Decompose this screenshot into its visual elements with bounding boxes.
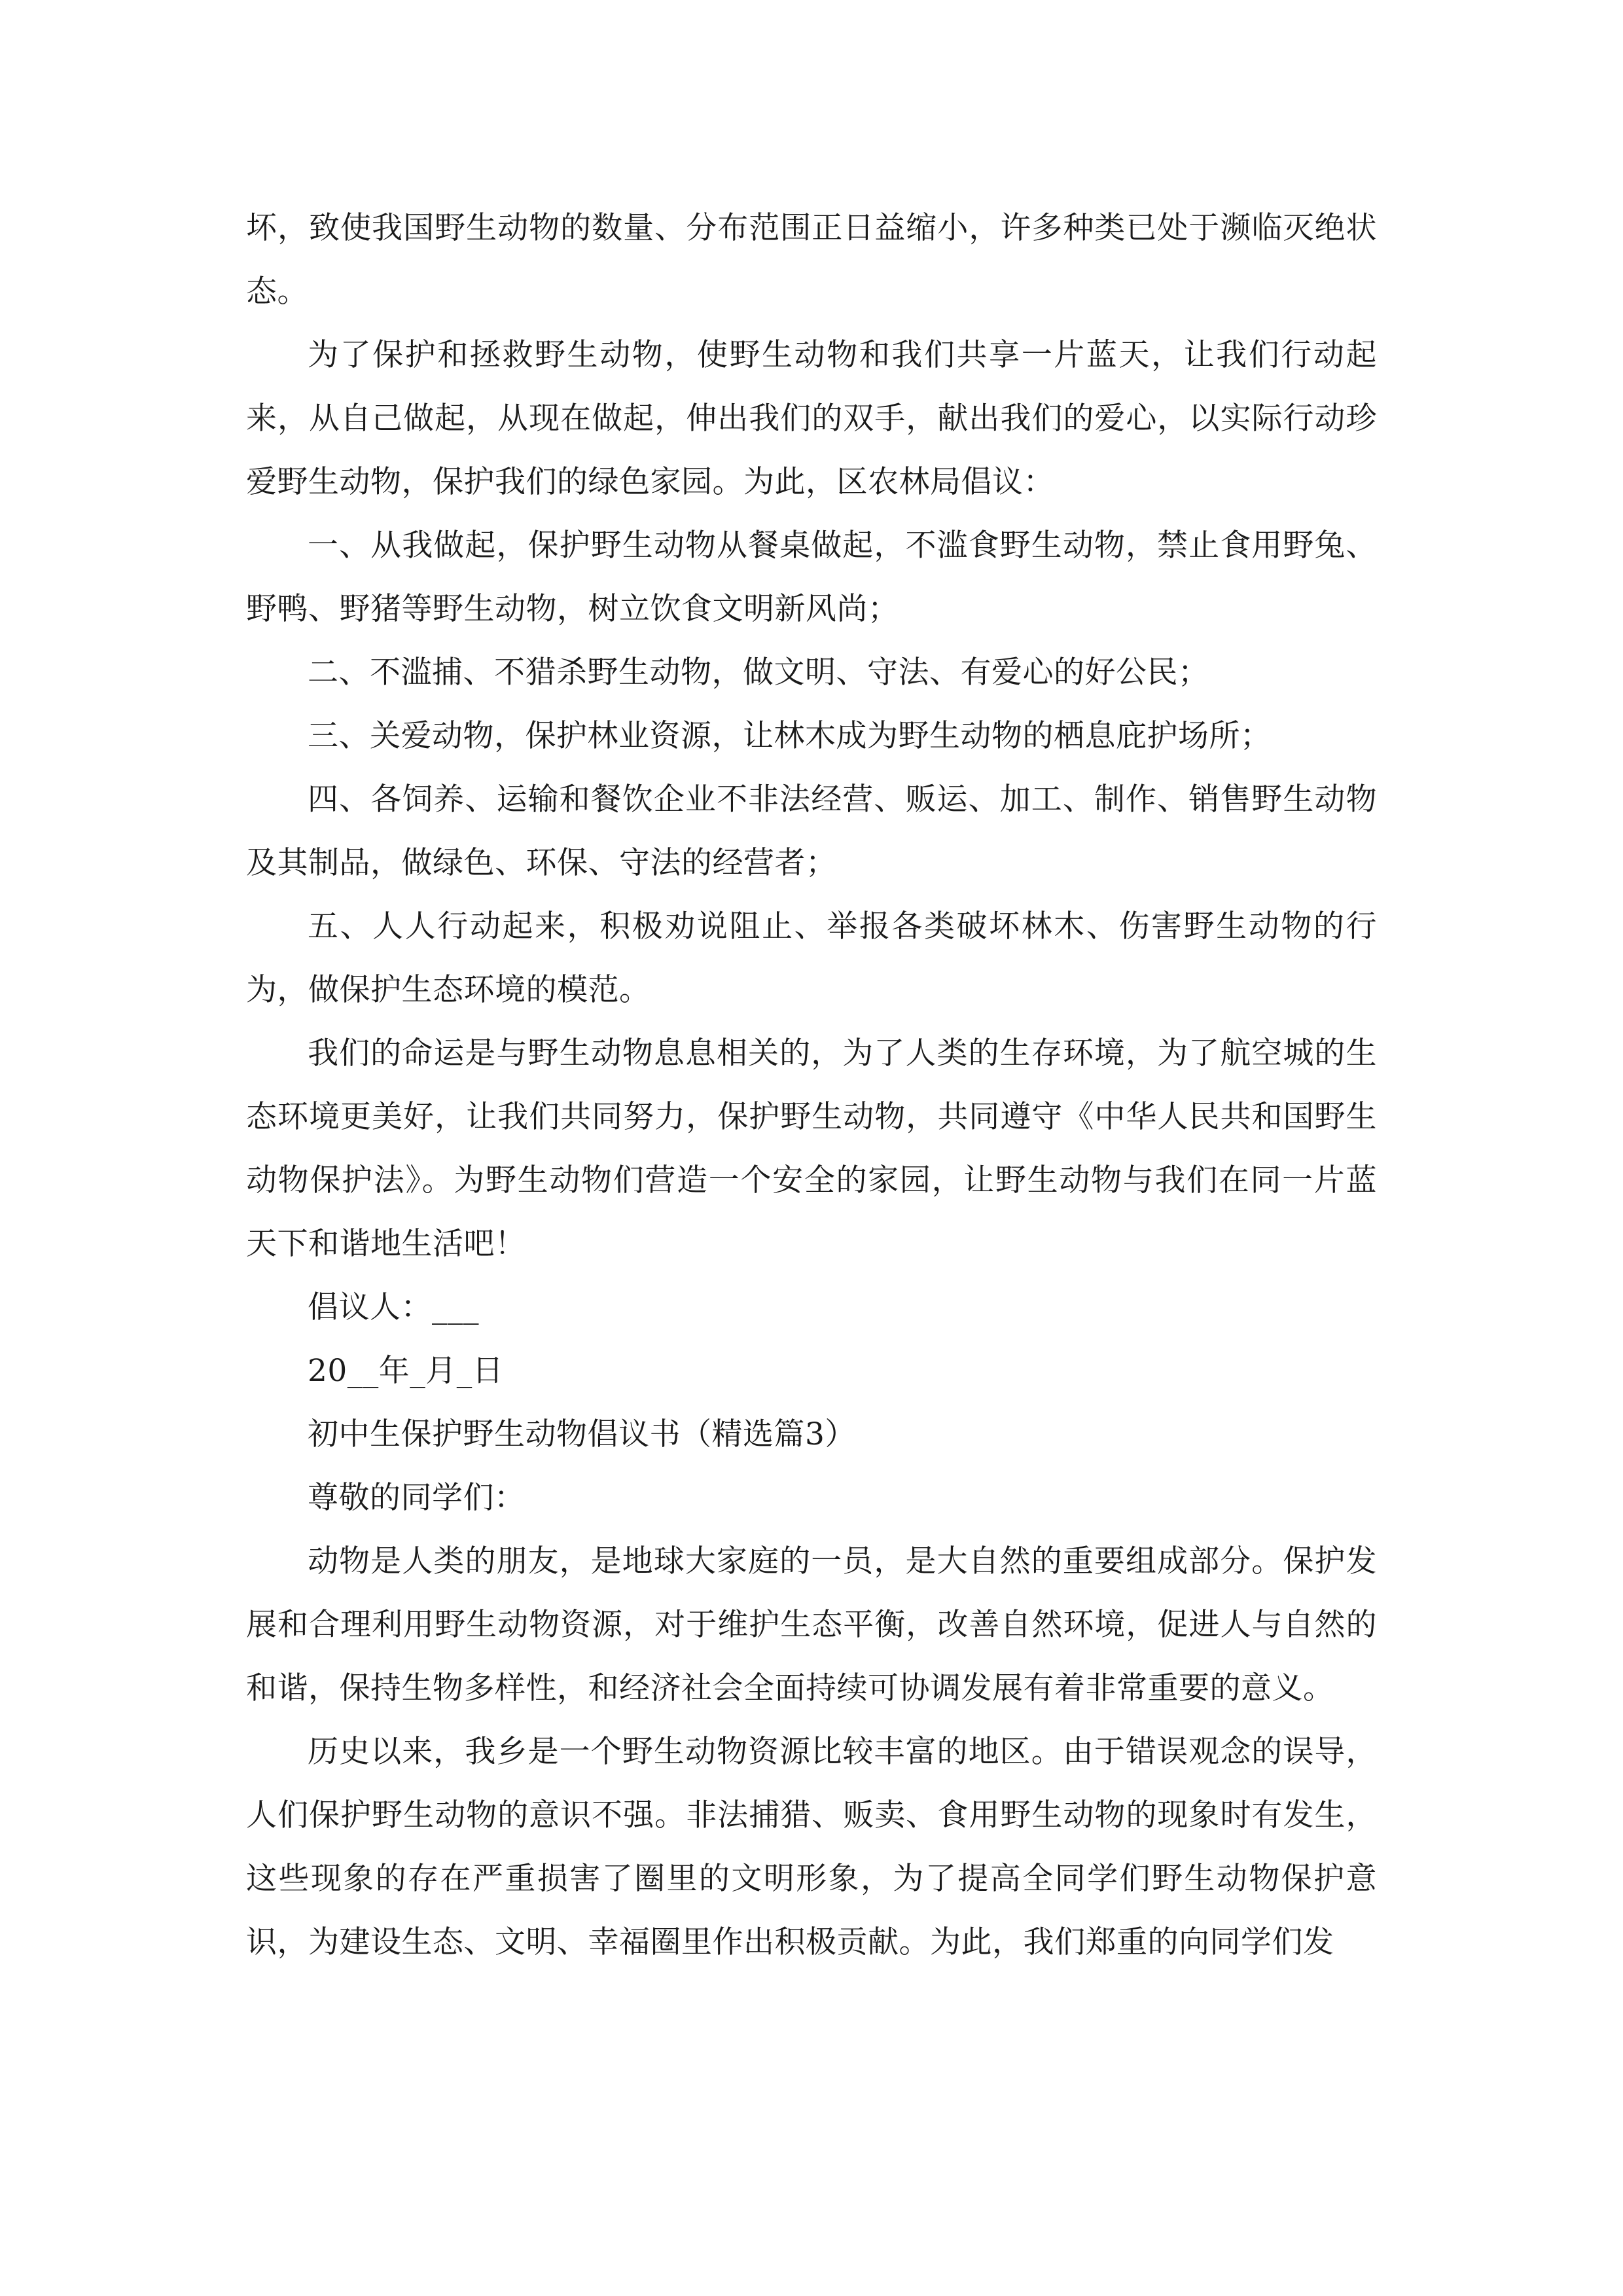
signer-line: 倡议人：___: [308, 1289, 479, 1325]
paragraph-item-5: 五、人人行动起来，积极劝说阻止、举报各类破坏林木、伤害野生动物的行为，做保护生态环境的模范。: [246, 908, 1377, 1008]
paragraph-item-4: 四、各饲养、运输和餐饮企业不非法经营、贩运、加工、制作、销售野生动物及其制品，做绿色、环保、守法的经营者；: [246, 781, 1377, 881]
document-body: [246, 196, 1377, 1974]
paragraph-animals-friends: 动物是人类的朋友，是地球大家庭的一员，是大自然的重要组成部分。保护发展和合理利用野生动物资源，对于维护生态平衡，改善自然环境，促进人与自然的和谐，保持生物多样性，和经济社会全面持续可协调发展有着非常重要的意义。: [246, 1543, 1377, 1706]
paragraph-item-1: 一、从我做起，保护野生动物从餐桌做起，不滥食野生动物，禁止食用野兔、野鸭、野猪等野生动物，树立饮食文明新风尚；: [246, 528, 1377, 627]
paragraph-continuation: 坏，致使我国野生动物的数量、分布范围正日益缩小，许多种类已处于濒临灭绝状态。: [246, 210, 1377, 310]
section-title: 初中生保护野生动物倡议书（精选篇3）: [308, 1416, 856, 1452]
date-line: 20__年_月_日: [308, 1353, 504, 1389]
paragraph-destiny: 我们的命运是与野生动物息息相关的，为了人类的生存环境，为了航空城的生态环境更美好，让我们共同努力，保护野生动物，共同遵守《中华人民共和国野生动物保护法》。为野生动物们营造一个安全的家园，让野生动物与我们在同一片蓝天下和谐地生活吧！: [246, 1035, 1377, 1262]
paragraph-history: 历史以来，我乡是一个野生动物资源比较丰富的地区。由于错误观念的误导，人们保护野生动物的意识不强。非法捕猎、贩卖、食用野生动物的现象时有发生，这些现象的存在严重损害了圈里的文明形象，为了提高全同学们野生动物保护意识，为建设生态、文明、幸福圈里作出积极贡献。为此，我们郑重的向同学们发: [246, 1734, 1377, 1960]
paragraph-item-3: 三、关爱动物，保护林业资源，让林木成为野生动物的栖息庇护场所；: [308, 718, 1272, 754]
paragraph-call-to-action: 为了保护和拯救野生动物，使野生动物和我们共享一片蓝天，让我们行动起来，从自己做起，从现在做起，伸出我们的双手，献出我们的爱心，以实际行动珍爱野生动物，保护我们的绿色家园。为此，区农林局倡议：: [246, 337, 1377, 500]
paragraph-item-2: 二、不滥捕、不猎杀野生动物，做文明、守法、有爱心的好公民；: [308, 655, 1209, 691]
greeting-line: 尊敬的同学们：: [308, 1480, 526, 1516]
